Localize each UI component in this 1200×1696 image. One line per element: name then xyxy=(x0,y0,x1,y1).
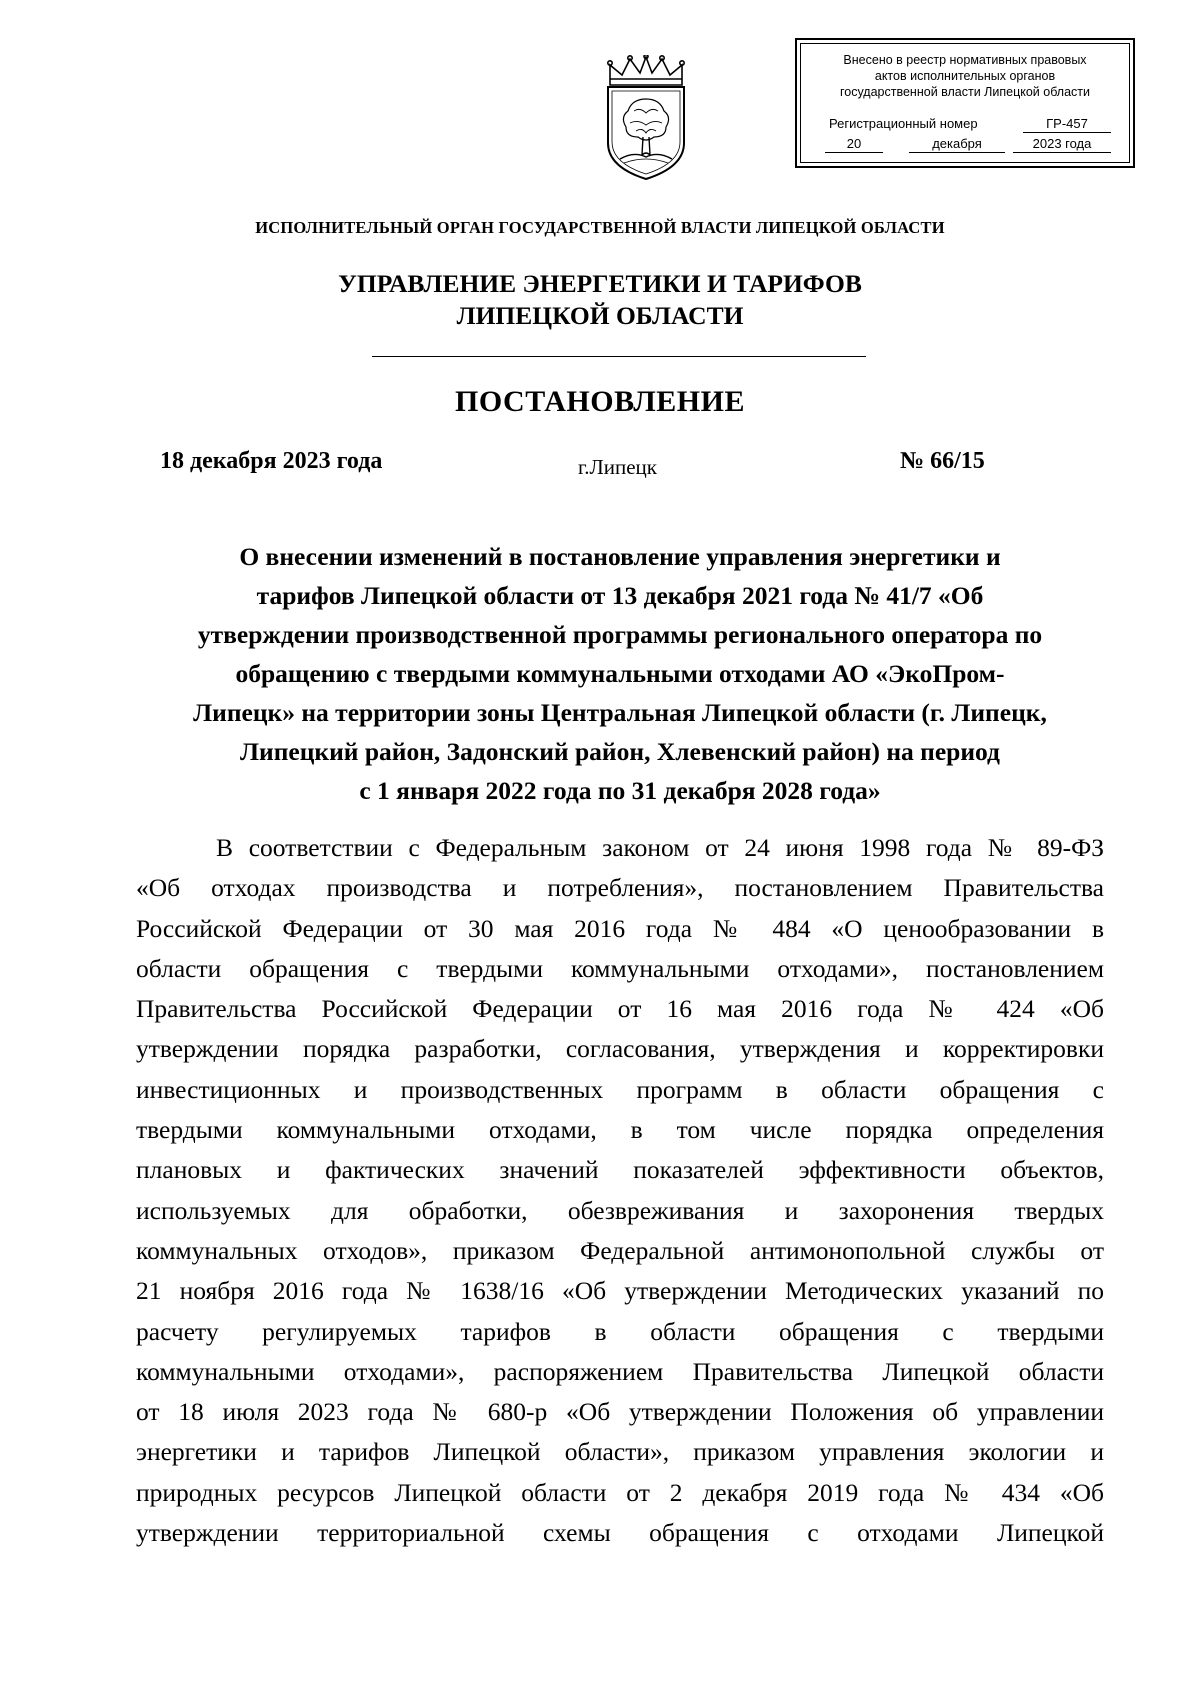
body-line: используемых для обработки, обезвреживания и захоронения твердых xyxy=(136,1195,1104,1225)
title-line: с 1 января 2022 года по 31 декабря 2028 года» xyxy=(359,776,881,805)
coat-of-arms-icon xyxy=(596,55,696,185)
stamp-reg-row xyxy=(807,116,1123,134)
body-line: утверждении территориальной схемы обращения с отходами Липецкой xyxy=(136,1518,1104,1548)
title-line: обращению с твердыми коммунальными отходами АО «ЭкоПром- xyxy=(235,659,1005,688)
body-line: энергетики и тарифов Липецкой области», приказом управления экологии и xyxy=(136,1437,1104,1467)
stamp-date-day: 20 xyxy=(825,136,883,153)
stamp-date-row xyxy=(807,136,1123,154)
document-body xyxy=(136,828,1104,1553)
body-line: Российской Федерации от 30 мая 2016 года № 484 «О ценообразовании в xyxy=(136,913,1104,943)
department-name xyxy=(0,268,1200,332)
document-date: 18 декабря 2023 года xyxy=(160,448,383,474)
document-title xyxy=(140,537,1100,810)
body-line: расчету регулируемых тарифов в области обращения с твердыми xyxy=(136,1316,1104,1346)
department-name-line: УПРАВЛЕНИЕ ЭНЕРГЕТИКИ И ТАРИФОВ xyxy=(338,269,862,298)
body-line: В соответствии с Федеральным законом от 24 июня 1998 года № 89-ФЗ xyxy=(216,833,1104,862)
body-line: области обращения с твердыми коммунальными отходами», постановлением xyxy=(136,953,1104,983)
stamp-text xyxy=(805,52,1125,100)
document-type: ПОСТАНОВЛЕНИЕ xyxy=(455,385,745,418)
title-line: Липецк» на территории зоны Центральная Липецкой области (г. Липецк, xyxy=(193,698,1047,727)
registry-stamp xyxy=(795,38,1135,168)
body-line: коммунальными отходами», распоряжением Правительства Липецкой области xyxy=(136,1356,1104,1386)
stamp-reg-label: Регистрационный номер xyxy=(829,116,978,131)
body-line: «Об отходах производства и потребления», постановлением Правительства xyxy=(136,873,1104,903)
stamp-date-month: декабря xyxy=(909,136,1005,153)
stamp-line: государственной власти Липецкой области xyxy=(839,85,1091,99)
header-divider xyxy=(372,356,866,357)
stamp-line: актов исполнительных органов xyxy=(874,69,1056,83)
document-city: г.Липецк xyxy=(578,455,657,479)
body-line: от 18 июля 2023 года № 680-р «Об утверждении Положения об управлении xyxy=(136,1397,1104,1427)
body-line: твердыми коммунальными отходами, в том числе порядка определения xyxy=(136,1115,1104,1145)
body-line: утверждении порядка разработки, согласования, утверждения и корректировки xyxy=(136,1034,1104,1064)
document-number: № 66/15 xyxy=(900,448,985,474)
body-line: Правительства Российской Федерации от 16 мая 2016 года № 424 «Об xyxy=(136,994,1104,1024)
stamp-date-year: 2023 года xyxy=(1013,136,1111,153)
title-line: тарифов Липецкой области от 13 декабря 2021 года № 41/7 «Об xyxy=(256,581,984,610)
title-line: Липецкий район, Задонский район, Хлевенский район) на период xyxy=(240,737,1000,766)
title-line: утверждении производственной программы регионального оператора по xyxy=(197,620,1043,649)
body-line: 21 ноября 2016 года № 1638/16 «Об утверждении Методических указаний по xyxy=(136,1276,1104,1306)
stamp-reg-number: ГР-457 xyxy=(1023,116,1111,133)
body-line: плановых и фактических значений показателей эффективности объектов, xyxy=(136,1155,1104,1185)
issuing-authority: ИСПОЛНИТЕЛЬНЫЙ ОРГАН ГОСУДАРСТВЕННОЙ ВЛАСТИ ЛИПЕЦКОЙ ОБЛАСТИ xyxy=(255,218,945,237)
body-line: коммунальных отходов», приказом Федеральной антимонопольной службы от xyxy=(136,1235,1104,1265)
body-line: инвестиционных и производственных программ в области обращения с xyxy=(136,1074,1104,1104)
department-name-line: ЛИПЕЦКОЙ ОБЛАСТИ xyxy=(456,301,744,330)
stamp-line: Внесено в реестр нормативных правовых xyxy=(843,53,1087,67)
body-line: природных ресурсов Липецкой области от 2 декабря 2019 года № 434 «Об xyxy=(136,1477,1104,1507)
title-line: О внесении изменений в постановление управления энергетики и xyxy=(239,542,1001,571)
